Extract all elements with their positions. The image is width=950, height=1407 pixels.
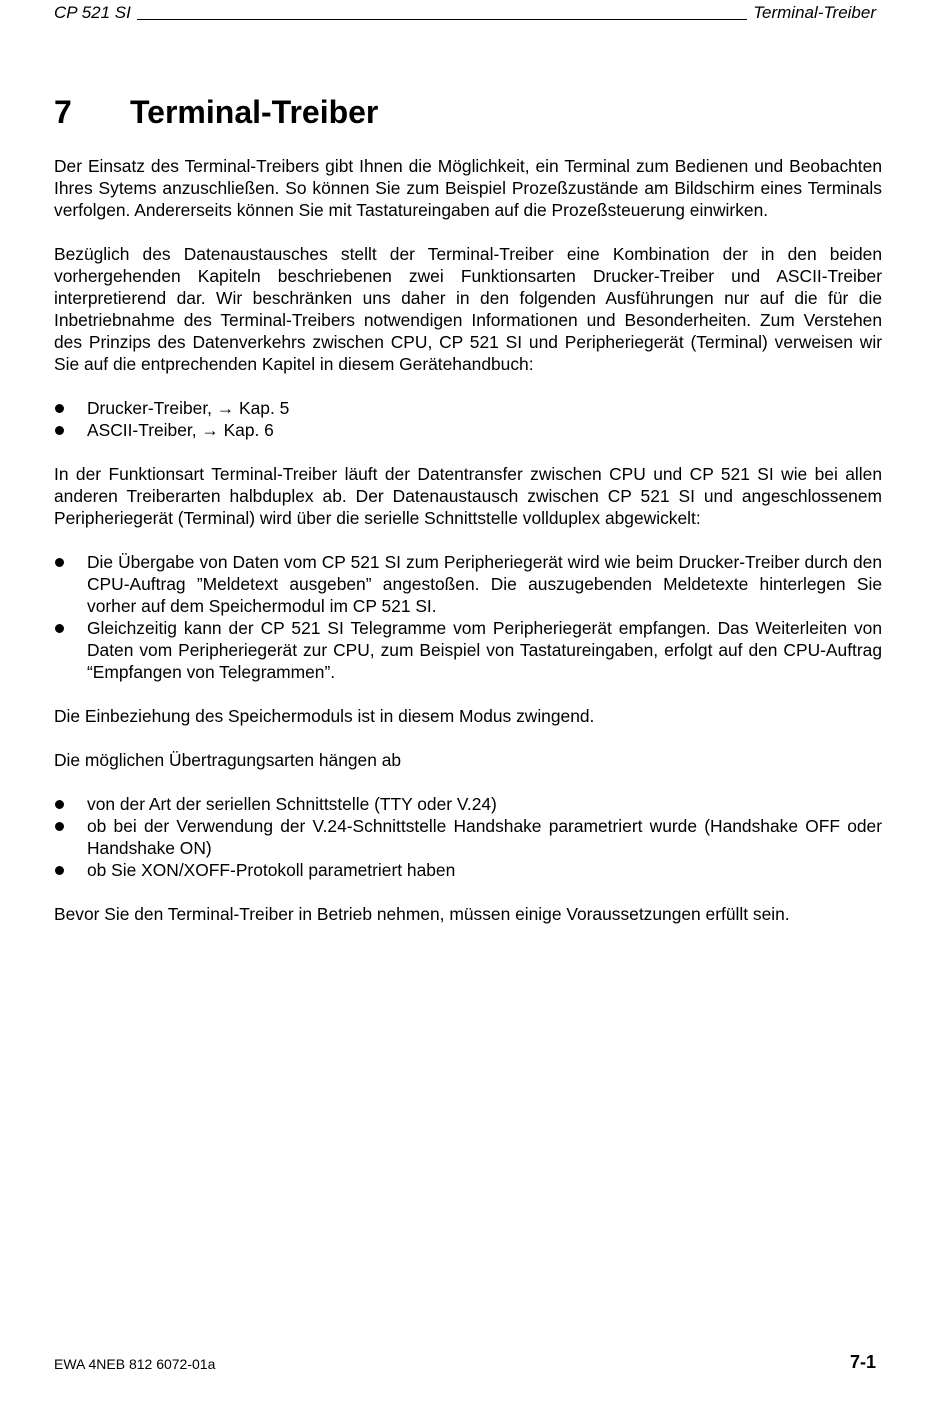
chapter-heading bbox=[54, 94, 378, 131]
reference-list bbox=[54, 397, 882, 441]
list-item: Drucker-Treiber, → Kap. 5 bbox=[54, 397, 882, 419]
bullet-icon bbox=[55, 426, 64, 435]
chapter-number: 7 bbox=[54, 94, 72, 130]
bullet-icon bbox=[55, 822, 64, 831]
list-item: ASCII-Treiber, → Kap. 6 bbox=[54, 419, 882, 441]
bullet-icon bbox=[55, 800, 64, 809]
transfer-list bbox=[54, 551, 882, 683]
paragraph-transfer: In der Funktionsart Terminal-Treiber läuft der Datentransfer zwischen CPU und CP 521 SI wie bei allen anderen Treiberarten halbduplex ab. Der Datenaustausch zwischen CP 521 SI und angeschlossenem Peripheriegerät (Terminal) wird über die serielle Schnittstelle vollduplex abgewickelt: bbox=[54, 464, 882, 528]
paragraph-intro: Der Einsatz des Terminal-Treibers gibt Ihnen die Möglichkeit, ein Terminal zum Bedienen und Beobachten Ihres Sytems anzuschließen. So können Sie zum Beispiel Prozeßzustände am Bildschirm eines Terminals verfolgen. Andererseits können Sie mit Tastatureingaben auf die Prozeßsteuerung einwirken. bbox=[54, 156, 882, 220]
page-header bbox=[54, 0, 876, 24]
mode-list bbox=[54, 793, 882, 881]
list-item: von der Art der seriellen Schnittstelle (TTY oder V.24) bbox=[54, 793, 882, 815]
body-text bbox=[54, 155, 882, 947]
bullet-icon bbox=[55, 558, 64, 567]
bullet-icon bbox=[55, 624, 64, 633]
header-right: Terminal-Treiber bbox=[753, 3, 876, 22]
bullet-icon bbox=[55, 866, 64, 875]
list-item: Die Übergabe von Daten vom CP 521 SI zum Peripheriegerät wird wie beim Drucker-Treiber durch den CPU-Auftrag ”Meldetext ausgeben” angestoßen. Die auszugebenden Meldetexte hinterlegen Sie vorher auf dem Speichermodul im CP 521 SI. bbox=[54, 551, 882, 617]
bullet-icon bbox=[55, 404, 64, 413]
footer-page-number: 7-1 bbox=[849, 1352, 876, 1372]
list-item: ob Sie XON/XOFF-Protokoll parametriert haben bbox=[54, 859, 882, 881]
paragraph-exchange: Bezüglich des Datenaustausches stellt der Terminal-Treiber eine Kombination der in den beiden vorhergehenden Kapiteln beschriebenen zwei Funktionsarten Drucker-Treiber und ASCII-Treiber interpretierend dar. Wir beschränken uns daher in den folgenden Ausführungen nur auf die für die Inbetriebnahme des Terminal-Treibers notwendigen Informationen und Besonderheiten. Zum Verstehen des Prinzips des Datenverkehrs zwischen CPU, CP 521 SI und Peripheriegerät (Terminal) verweisen wir Sie auf die entprechenden Kapitel in diesem Gerätehandbuch: bbox=[54, 244, 882, 374]
paragraph-modes-intro: Die möglichen Übertragungsarten hängen ab bbox=[54, 750, 402, 770]
header-rule bbox=[137, 18, 747, 20]
list-item: ob bei der Verwendung der V.24-Schnittstelle Handshake parametriert wurde (Handshake OFF oder Handshake ON) bbox=[54, 815, 882, 859]
paragraph-closing: Bevor Sie den Terminal-Treiber in Betrieb nehmen, müssen einige Voraussetzungen erfüllt sein. bbox=[54, 904, 790, 924]
list-item: Gleichzeitig kann der CP 521 SI Telegramme vom Peripheriegerät empfangen. Das Weiterleiten von Daten vom Peripheriegerät zur CPU, zum Beispiel von Tastatureingaben, erfolgt auf den CPU-Auftrag “Empfangen von Telegrammen”. bbox=[54, 617, 882, 683]
paragraph-memory: Die Einbeziehung des Speichermoduls ist in diesem Modus zwingend. bbox=[54, 706, 595, 726]
chapter-title: Terminal-Treiber bbox=[130, 94, 379, 130]
header-left: CP 521 SI bbox=[54, 3, 131, 22]
footer-doc-id: EWA 4NEB 812 6072-01a bbox=[54, 1356, 216, 1372]
